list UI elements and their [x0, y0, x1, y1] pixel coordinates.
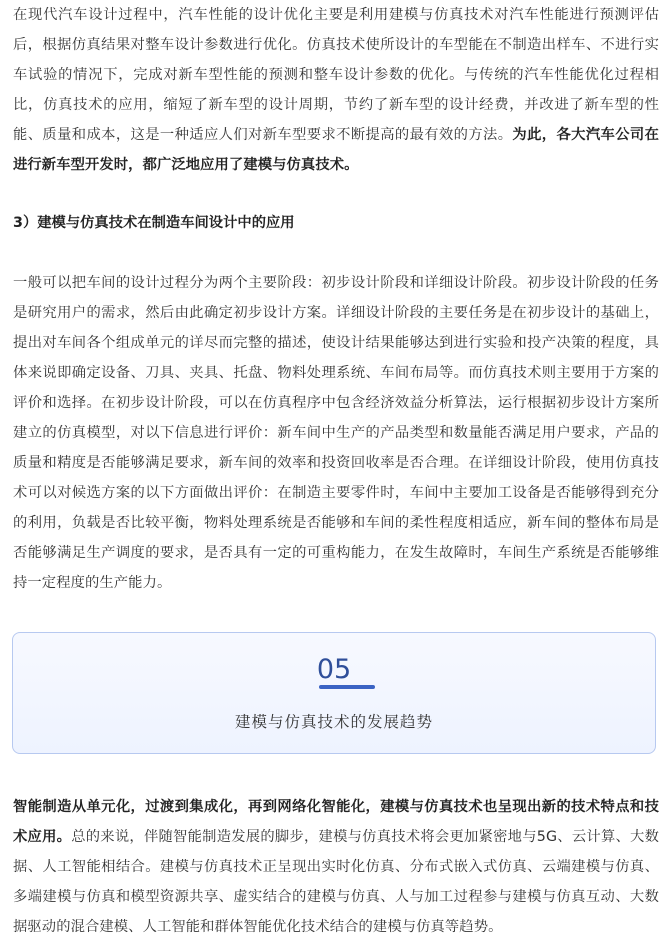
paragraph-workshop-design: 一般可以把车间的设计过程分为两个主要阶段：初步设计阶段和详细设计阶段。初步设计阶段的任务是研究用户的需求，然后由此确定初步设计方案。详细设计阶段的主要任务是在初步设计的基础上，提出对车间各个组成单元的详尽而完整的描述，使设计结果能够达到进行实验和投产决策的程度，具体来说即确定设备、刀具、夹具、托盘、物料处理系统、车间布局等。而仿真技术则主要用于方案的评价和选择。在初步设计阶段，可以在仿真程序中包含经济效益分析算法，运行根据初步设计方案所建立的仿真模型，对以下信息进行评价：新车间中生产的产品类型和数量能否满足用户要求，产品的质量和精度是否能够满足要求，新车间的效率和投资回收率是否合理。在详细设计阶段，使用仿真技术可以对候选方案的以下方面做出评价：在制造主要零件时，车间中主要加工设备是否能够得到充分的利用，负载是否比较平衡，物料处理系统是否能够和车间的柔性程度相适应，新车间的整体布局是否能够满足生产调度的要求，是否具有一定的可重构能力，在发生故障时，车间生产系统是否能够维持一定程度的生产能力。 — [13, 275, 659, 591]
section-heading-workshop: 3）建模与仿真技术在制造车间设计中的应用 — [13, 215, 295, 231]
section-number-underline — [319, 685, 375, 689]
paragraph-car-design — [13, 0, 659, 180]
paragraph-trends-bold: 智能制造从单元化，过渡到集成化，再到网络化智能化，建模与仿真技术也呈现出新的技术特点和技术应用。 — [13, 799, 659, 845]
section-card-title: 建模与仿真技术的发展趋势 — [234, 713, 433, 731]
paragraph-trends-text: 总的来说，伴随智能制造发展的脚步，建模与仿真技术将会更加紧密地与5G、云计算、大数据、人工智能相结合。建模与仿真技术正呈现出实时化仿真、分布式嵌入式仿真、云端建模与仿真、多端建模与仿真和模型资源共享、虚实结合的建模与仿真、人与加工过程参与建模与仿真互动、大数据驱动的混合建模、人工智能和群体智能优化技术结合的建模与仿真等趋势。 — [13, 829, 659, 935]
section-card — [12, 632, 656, 754]
section-number: 05 — [316, 654, 352, 685]
paragraph-car-design-bold: 为此，各大汽车公司在进行新车型开发时，都广泛地应用了建模与仿真技术。 — [13, 127, 659, 173]
paragraph-trends — [13, 792, 659, 942]
paragraph-car-design-text: 在现代汽车设计过程中，汽车性能的设计优化主要是利用建模与仿真技术对汽车性能进行预测评估后，根据仿真结果对整车设计参数进行优化。仿真技术使所设计的车型能在不制造出样车、不进行实车试验的情况下，完成对新车型性能的预测和整车设计参数的优化。与传统的汽车性能优化过程相比，仿真技术的应用，缩短了新车型的设计周期，节约了新车型的设计经费，并改进了新车型的性能、质量和成本，这是一种适应人们对新车型要求不断提高的最有效的方法。 — [13, 7, 659, 143]
